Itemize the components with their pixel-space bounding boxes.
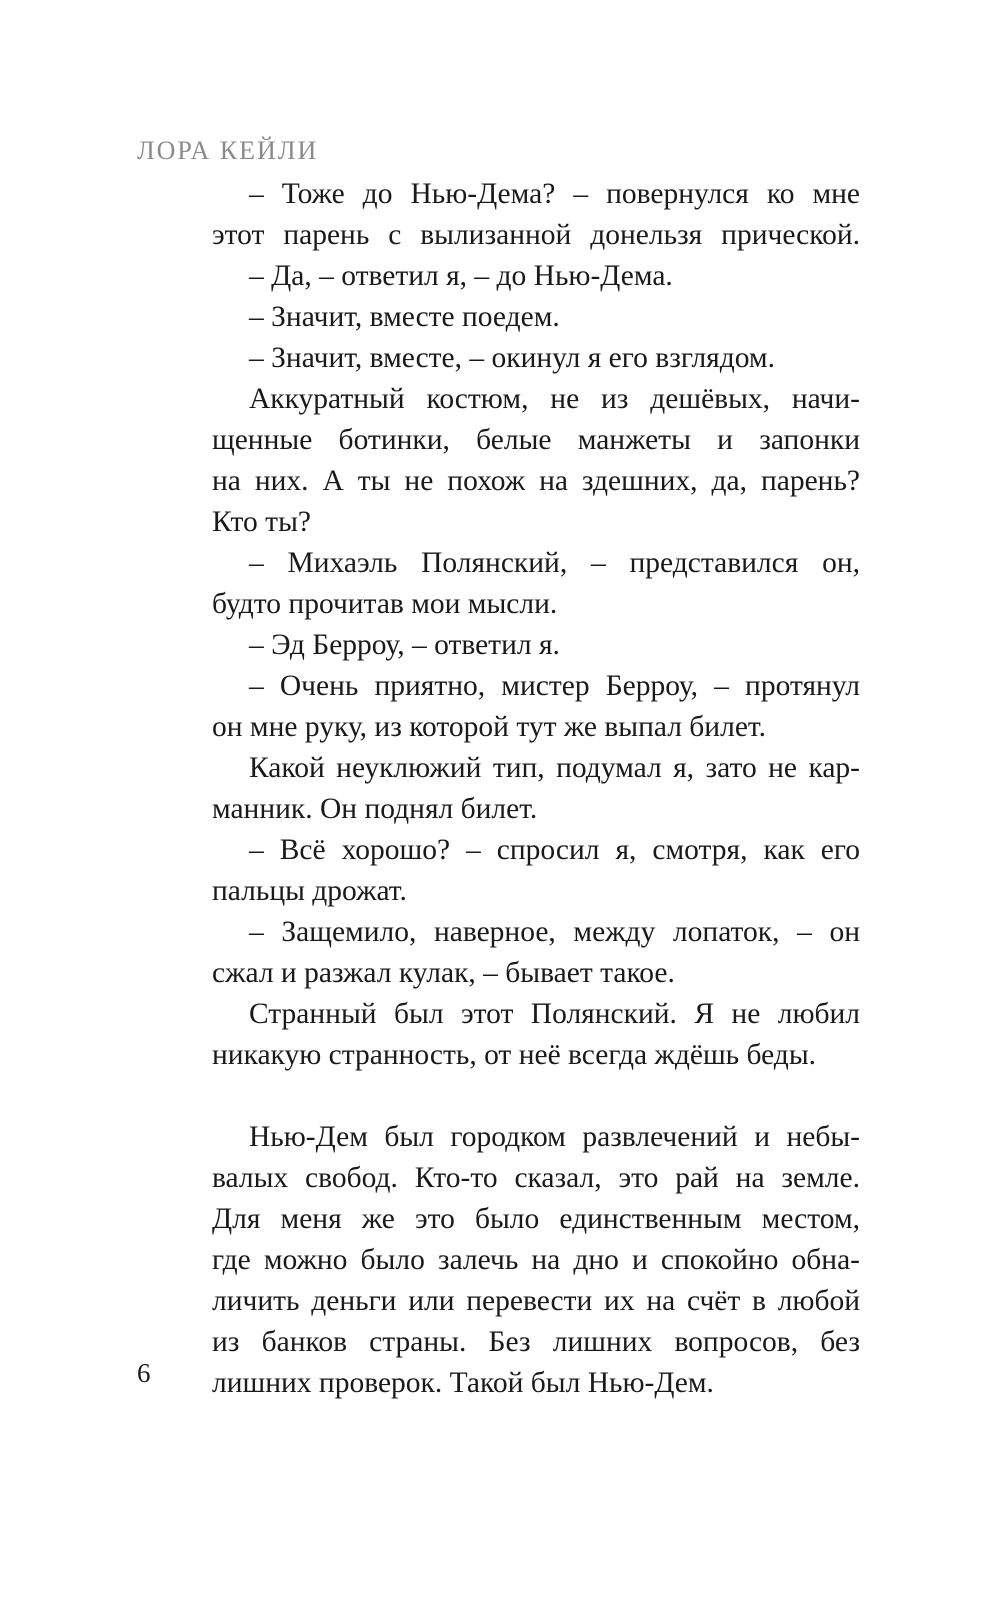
text-line: Странный был этот Полянский. Я не любил — [249, 998, 860, 1030]
text-line: манник. Он поднял билет. — [212, 793, 538, 825]
text-line: – Тоже до Нью-Дема? – повернулся ко мне — [249, 178, 860, 210]
section-break — [212, 1076, 860, 1117]
text-line: этот парень с вылизанной донельзя прической. — [212, 219, 860, 251]
text-line: личить деньги или перевести их на счёт в любой — [212, 1285, 860, 1317]
text-line: – Да, – ответил я, – до Нью-Дема. — [249, 260, 673, 292]
text-line: Аккуратный костюм, не из дешёвых, начи- — [249, 383, 860, 415]
text-line: Какой неуклюжий тип, подумал я, зато не кар- — [249, 752, 860, 784]
text-line: сжал и разжал кулак, – бывает такое. — [212, 957, 675, 989]
text-line: Кто ты? — [212, 506, 311, 538]
text-line: Для меня же это было единственным местом, — [212, 1203, 860, 1235]
text-line: щенные ботинки, белые манжеты и запонки — [212, 424, 860, 456]
text-line: – Всё хорошо? – спросил я, смотря, как его — [249, 834, 860, 866]
text-line: – Эд Берроу, – ответил я. — [249, 629, 560, 661]
text-line: пальцы дрожат. — [212, 875, 407, 907]
body-text — [212, 174, 860, 1404]
text-line: никакую странность, от неё всегда ждёшь беды. — [212, 1039, 817, 1071]
text-line: Нью-Дем был городком развлечений и небы- — [249, 1121, 860, 1153]
running-head: ЛОРА КЕЙЛИ — [137, 136, 319, 165]
page-number: 6 — [137, 1358, 151, 1388]
text-line: где можно было залечь на дно и спокойно обна- — [212, 1244, 860, 1276]
text-line: – Очень приятно, мистер Берроу, – протянул — [249, 670, 860, 702]
text-line: будто прочитав мои мысли. — [212, 588, 558, 620]
text-line: – Защемило, наверное, между лопаток, – он — [249, 916, 860, 948]
text-line: – Значит, вместе, – окинул я его взглядом. — [249, 342, 775, 374]
text-line: – Михаэль Полянский, – представился он, — [249, 547, 860, 579]
text-line: из банков страны. Без лишних вопросов, без — [212, 1326, 860, 1358]
text-line: валых свобод. Кто-то сказал, это рай на земле. — [212, 1162, 860, 1194]
text-line: – Значит, вместе поедем. — [249, 301, 560, 333]
text-line: он мне руку, из которой тут же выпал билет. — [212, 711, 766, 743]
text-line: на них. А ты не похож на здешних, да, парень? — [212, 465, 860, 497]
text-line: лишних проверок. Такой был Нью-Дем. — [212, 1367, 714, 1399]
